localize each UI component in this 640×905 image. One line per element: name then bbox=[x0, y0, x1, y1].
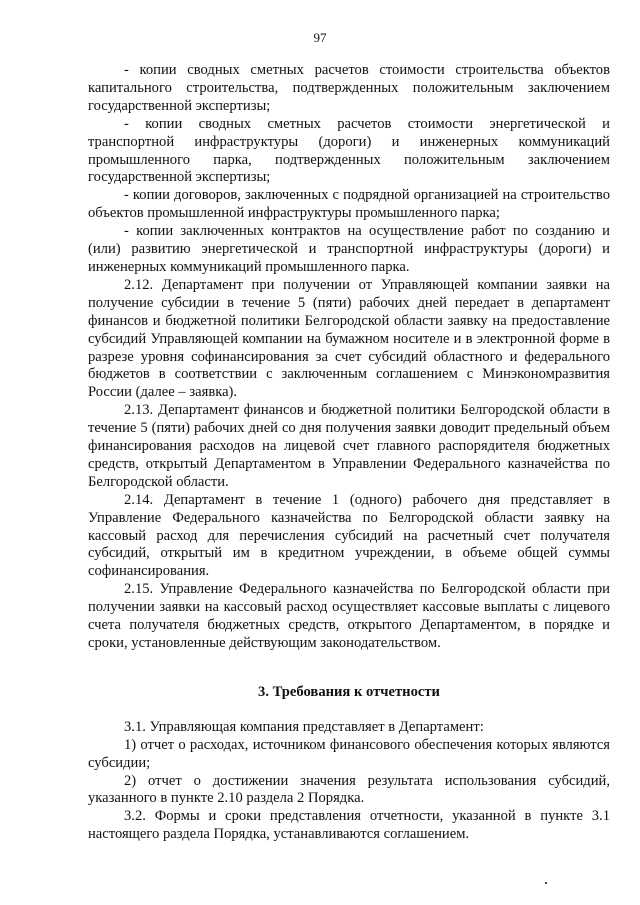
paragraph: 2.13. Департамент финансов и бюджетной политики Белгородской области в течение 5 (пяти) рабочих дней со дня получения заявки доводит предельный объем финансирования расходов на лицевой счет главного распорядителя бюджетных средств, открытый Департаментом в Управлении Федерального казначейства по Белгородской области. bbox=[88, 402, 610, 490]
spacer bbox=[88, 653, 610, 670]
paragraph: - копии заключенных контрактов на осуществление работ по созданию и (или) развитию энергетической и транспортной инфраструктуры (дороги) и инженерных коммуникаций промышленного парка. bbox=[88, 223, 610, 275]
paragraph: - копии договоров, заключенных с подрядной организацией на строительство объектов промышленной инфраструктуры промышленного парка; bbox=[88, 187, 610, 222]
paragraph: - копии сводных сметных расчетов стоимости энергетической и транспортной инфраструктуры (дороги) и инженерных коммуникаций промышленного парка, подтвержденных положительным заключением государственной экспертизы; bbox=[88, 115, 610, 186]
paragraph: - копии сводных сметных расчетов стоимости строительства объектов капитального строительства, подтвержденных положительным заключением государственной экспертизы; bbox=[88, 62, 610, 114]
page-number: 97 bbox=[313, 30, 327, 45]
paragraph: 2.12. Департамент при получении от Управляющей компании заявки на получение субсидии в течение 5 (пяти) рабочих дней передает в департамент финансов и бюджетной политики Белгородской области заявку на предоставление субсидий Управляющей компании на бумажном носителе и в электронной форме в разрезе уровня софинансирования за счет субсидий областного и федерального бюджетов в соответствии с заключенным соглашением с Минэкономразвития России (далее – заявка). bbox=[88, 276, 610, 401]
paragraph: 2.14. Департамент в течение 1 (одного) рабочего дня представляет в Управление Федерального казначейства по Белгородской области заявку на кассовый расход для перечисления субсидий на расчетный счет получателя субсидий, открытый им в кредитном учреждении, в объеме общей суммы софинансирования. bbox=[88, 491, 610, 580]
paragraph: 1) отчет о расходах, источником финансового обеспечения которых являются субсидии; bbox=[88, 736, 610, 771]
paragraph: 3.1. Управляющая компания представляет в Департамент: bbox=[124, 718, 484, 735]
paragraph: 2.15. Управление Федерального казначейства по Белгородской области при получении заявки на кассовый расход осуществляет кассовые выплаты с лицевого счета получателя бюджетных средств, открытого Департаментом, в порядке и сроки, установленные действующим законодательством. bbox=[88, 581, 610, 651]
paragraph: 2) отчет о достижении значения результата использования субсидий, указанного в пункте 2.10 раздела 2 Порядка. bbox=[88, 772, 610, 807]
section-heading: 3. Требования к отчетности bbox=[258, 683, 440, 700]
scan-speck bbox=[545, 882, 547, 884]
document-body bbox=[88, 62, 610, 844]
paragraph: 3.2. Формы и сроки представления отчетности, указанной в пункте 3.1 настоящего раздела Порядка, устанавливаются соглашением. bbox=[88, 808, 610, 843]
